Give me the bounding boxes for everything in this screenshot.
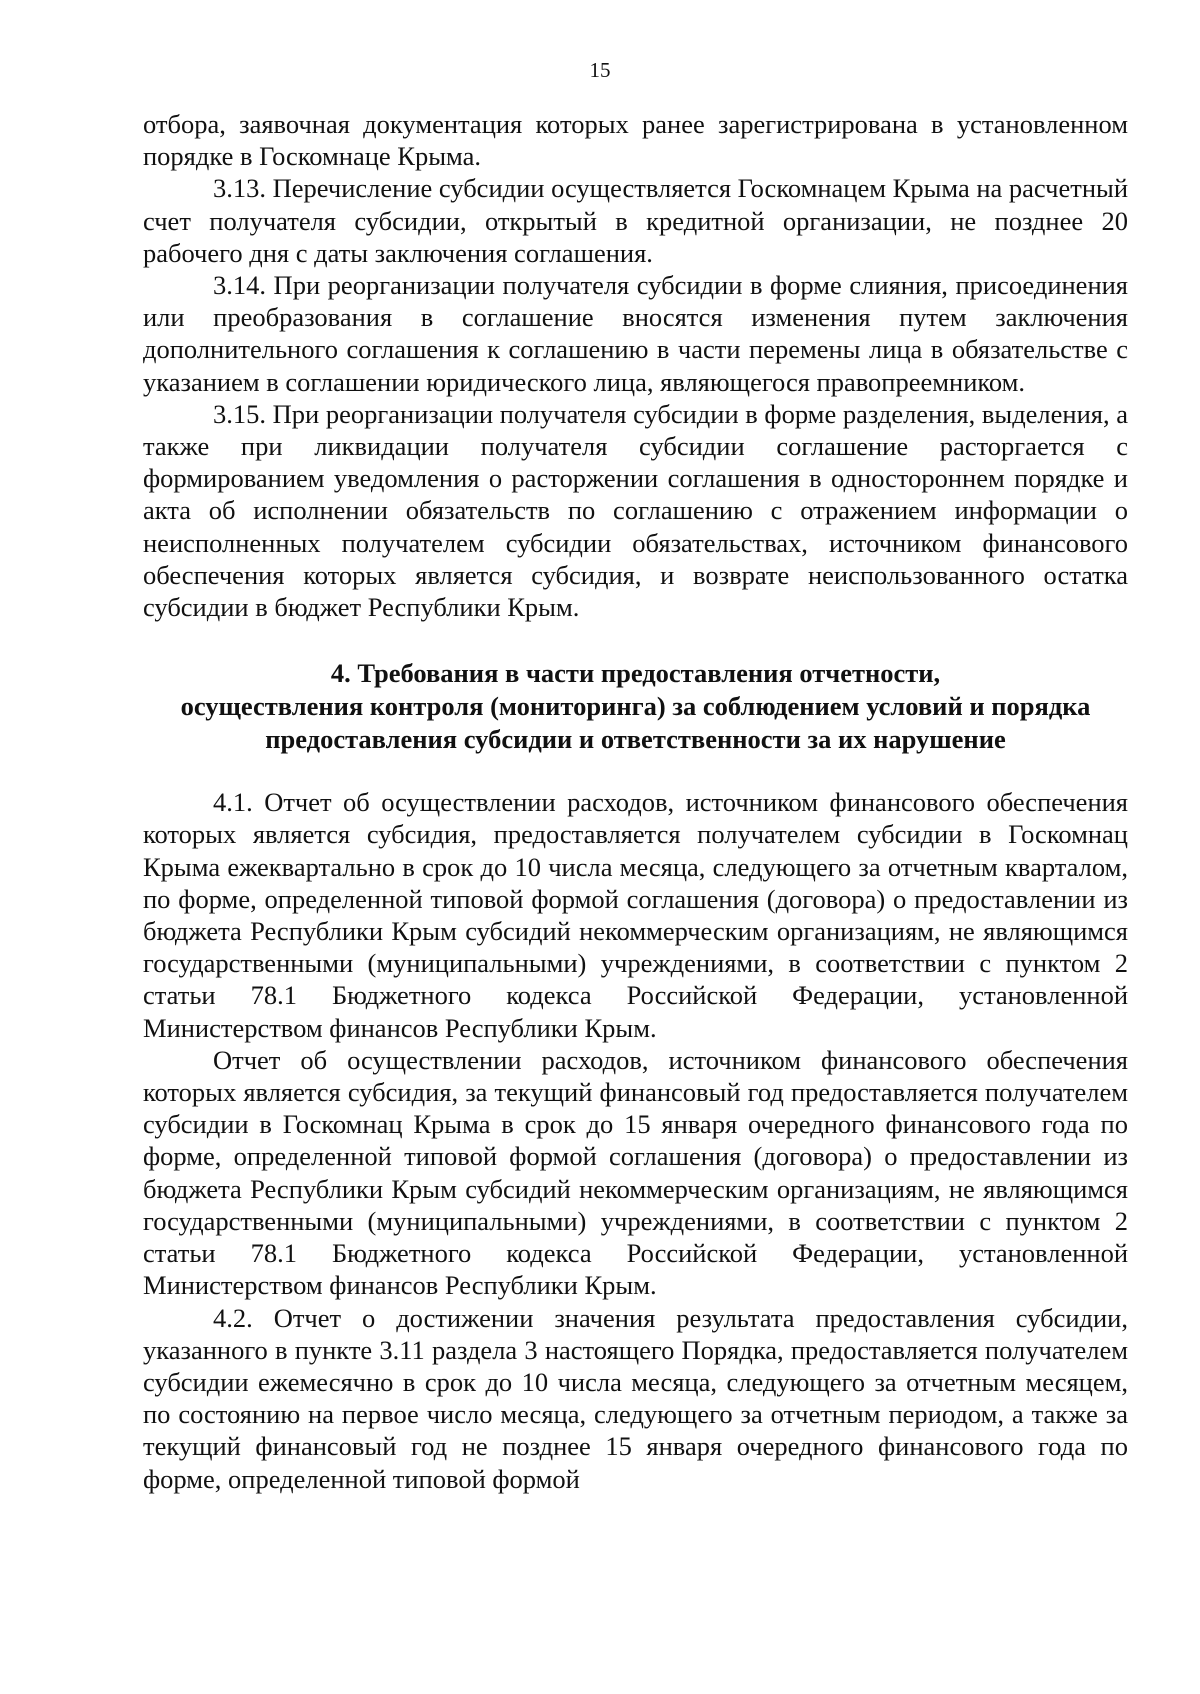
paragraph-4-1: 4.1. Отчет об осуществлении расходов, источником финансового обеспечения которых является субсидия, предоставляется получателем субсидии в Госкомнац Крыма ежеквартально в срок до 10 числа месяца, следующего за отчетным кварталом, по форме, определенной типовой формой соглашения (договора) о предоставлении из бюджета Республики Крым субсидий некоммерческим организациям, не являющимся государственными (муниципальными) учреждениями, в соответствии с пунктом 2 статьи 78.1 Бюджетного кодекса Российской Федерации, установленной Министерством финансов Республики Крым. — [143, 787, 1128, 1043]
section-heading-line-3: предоставления субсидии и ответственности за их нарушение — [265, 724, 1006, 755]
paragraph-continuation: отбора, заявочная документация которых ранее зарегистрирована в установленном порядке в Госкомнаце Крыма. — [143, 109, 1128, 172]
section-heading-line-1: 4. Требования в части предоставления отчетности, — [330, 658, 941, 689]
paragraph-3-15: 3.15. При реорганизации получателя субсидии в форме разделения, выделения, а также при ликвидации получателя субсидии соглашение расторгается с формированием уведомления о расторжении соглашения в одностороннем порядке и акта об исполнении обязательств по соглашению с отражением информации о неисполненных получателем субсидии обязательствах, источником финансового обеспечения которых является субсидия, и возврате неиспользованного остатка субсидии в бюджет Республики Крым. — [143, 398, 1128, 623]
section-heading-line-2: осуществления контроля (мониторинга) за соблюдением условий и порядка — [180, 691, 1091, 722]
document-body — [143, 108, 1128, 1495]
section-heading — [143, 657, 1128, 756]
paragraph-4-1-annual: Отчет об осуществлении расходов, источником финансового обеспечения которых является субсидия, за текущий финансовый год предоставляется получателем субсидии в Госкомнац Крыма в срок до 15 января очередного финансового года по форме, определенной типовой формой соглашения (договора) о предоставлении из бюджета Республики Крым субсидий некоммерческим организациям, не являющимся государственными (муниципальными) учреждениями, в соответствии с пунктом 2 статьи 78.1 Бюджетного кодекса Российской Федерации, установленной Министерством финансов Республики Крым. — [143, 1044, 1128, 1301]
paragraph-3-13: 3.13. Перечисление субсидии осуществляется Госкомнацем Крыма на расчетный счет получателя субсидии, открытый в кредитной организации, не позднее 20 рабочего дня с даты заключения соглашения. — [143, 173, 1129, 268]
page-number: 15 — [589, 58, 611, 82]
paragraph-3-14: 3.14. При реорганизации получателя субсидии в форме слияния, присоединения или преобразования в соглашение вносятся изменения путем заключения дополнительного соглашения к соглашению в части перемены лица в обязательстве с указанием в соглашении юридического лица, являющегося правопреемником. — [143, 270, 1128, 397]
paragraph-4-2: 4.2. Отчет о достижении значения результата предоставления субсидии, указанного в пункте 3.11 раздела 3 настоящего Порядка, предоставляется получателем субсидии ежемесячно в срок до 10 числа месяца, следующего за отчетным месяцем, по состоянию на первое число месяца, следующего за отчетным периодом, а также за текущий финансовый год не позднее 15 января очередного финансового года по форме, определенной типовой формой — [143, 1302, 1128, 1494]
